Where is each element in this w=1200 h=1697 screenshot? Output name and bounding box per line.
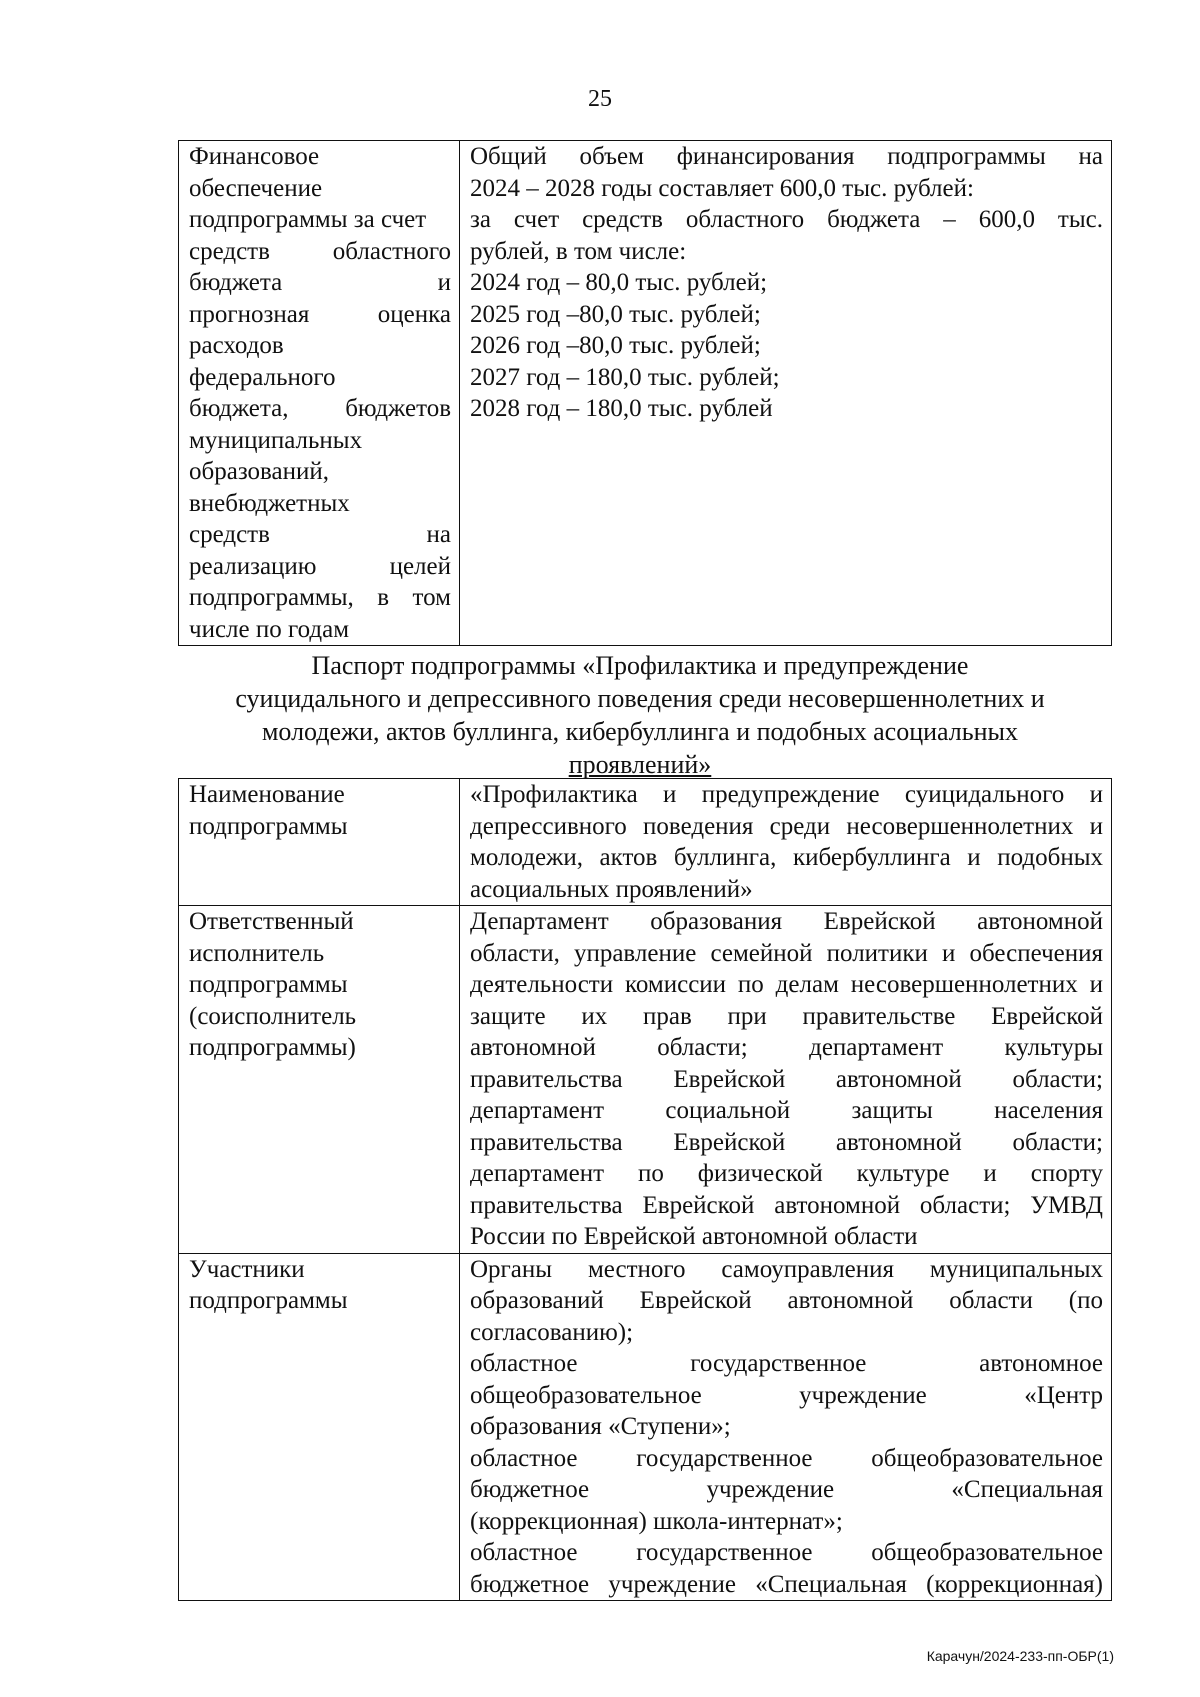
value-line: автономной области; департамент культуры [470,1034,1103,1061]
document-code: Карачун/2024-233-пп-ОБР(1) [926,1648,1114,1664]
value-line: бюджетное учреждение «Специальная [470,1476,1103,1503]
finance-label-cell [179,141,460,646]
label-line: подпрограммы [189,1287,348,1314]
passport-value-cell [460,906,1112,1254]
finance-label-line: средств областного [189,237,451,265]
finance-label-line: подпрограммы за счет [189,206,427,233]
passport-title-line: проявлений» [568,750,712,779]
finance-label-line: муниципальных [189,426,363,454]
finance-value-line: за счет средств областного бюджета – 600,0 тыс. [470,206,1103,233]
passport-table [178,778,1112,1601]
value-line: правительства Еврейской автономной области; [470,1128,1103,1156]
passport-title [200,649,1080,781]
finance-value-line: рублей, в том числе: [470,237,687,265]
table-row [179,1253,1112,1601]
value-line: асоциальных проявлений» [470,875,753,903]
finance-label-line: бюджета и [189,269,451,296]
finance-label-line: реализацию целей [189,552,451,580]
finance-label-line: обеспечение [189,174,323,202]
label-line: подпрограммы) [189,1034,356,1061]
finance-value-line: Общий объем финансирования подпрограммы на [470,143,1103,170]
finance-value-line: 2024 – 2028 годы составляет 600,0 тыс. рублей: [470,174,974,202]
finance-label-line: внебюджетных [189,489,350,517]
value-line: области, управление семейной политики и обеспечения [470,939,1103,967]
finance-label-line: Финансовое [189,143,320,170]
passport-value-cell [460,779,1112,906]
finance-value-line: 2027 год – 180,0 тыс. рублей; [470,363,780,391]
table-row [179,906,1112,1254]
label-line: Наименование [189,781,345,808]
value-line: департамент по физической культуре и спорту [470,1160,1103,1187]
value-line: областное государственное общеобразовательное [470,1539,1103,1566]
finance-label-line: федерального [189,363,336,391]
finance-label-line: средств на [189,521,451,548]
table-row [179,779,1112,906]
finance-value-line: 2028 год – 180,0 тыс. рублей [470,395,773,422]
value-line: областное государственное автономное [470,1350,1103,1377]
table-row [179,141,1112,646]
passport-label-cell [179,1253,460,1601]
label-line: (соисполнитель [189,1002,357,1030]
value-line: деятельности комиссии по делам несовершеннолетних и [470,971,1103,998]
passport-label-cell [179,779,460,906]
label-line: Ответственный [189,908,354,935]
value-line: областное государственное общеобразовательное [470,1444,1103,1472]
label-line: Участники [189,1255,305,1283]
finance-label-line: расходов [189,332,284,359]
value-line: образования «Ступени»; [470,1413,731,1440]
finance-table [178,140,1112,646]
finance-label-line: числе по годам [189,615,350,643]
label-line: подпрограммы [189,812,348,840]
passport-label-cell [179,906,460,1254]
value-line: департамент социальной защиты населения [470,1097,1103,1124]
passport-title-line: Паспорт подпрограммы «Профилактика и предупреждение [311,651,969,680]
finance-label-line: образований, [189,458,330,485]
label-line: подпрограммы [189,971,348,998]
value-line: образований Еврейской автономной области (по [470,1287,1103,1314]
value-line: согласованию); [470,1318,634,1346]
value-line: Департамент образования Еврейской автономной [470,908,1103,935]
value-line: правительства Еврейской автономной области; УМВД [470,1191,1103,1219]
value-line: Органы местного самоуправления муниципальных [470,1255,1103,1283]
page-number: 25 [588,86,612,112]
value-line: бюджетное учреждение «Специальная (коррекционная) [470,1570,1103,1598]
finance-value-line: 2025 год –80,0 тыс. рублей; [470,300,761,328]
value-line: депрессивного поведения среди несовершеннолетних и [470,812,1103,840]
label-line: исполнитель [189,939,325,967]
passport-value-cell [460,1253,1112,1601]
finance-value-line: 2026 год –80,0 тыс. рублей; [470,332,761,359]
passport-title-line: суицидального и депрессивного поведения среди несовершеннолетних и [235,684,1045,713]
value-line: молодежи, актов буллинга, кибербуллинга и подобных [470,844,1103,871]
value-line: (коррекционная) школа-интернат»; [470,1507,843,1535]
value-line: общеобразовательное учреждение «Центр [470,1381,1103,1409]
finance-value-line: 2024 год – 80,0 тыс. рублей; [470,269,768,296]
finance-label-line: подпрограммы, в том [189,584,451,611]
finance-label-line: бюджета, бюджетов [189,395,451,422]
passport-title-line: молодежи, актов буллинга, кибербуллинга и подобных асоциальных [261,717,1019,746]
value-line: защите их прав при правительстве Еврейской [470,1002,1103,1030]
finance-value-cell [460,141,1112,646]
value-line: России по Еврейской автономной области [470,1223,918,1250]
value-line: правительства Еврейской автономной области; [470,1065,1103,1093]
finance-label-line: прогнозная оценка [189,300,451,328]
value-line: «Профилактика и предупреждение суицидального и [470,781,1103,808]
